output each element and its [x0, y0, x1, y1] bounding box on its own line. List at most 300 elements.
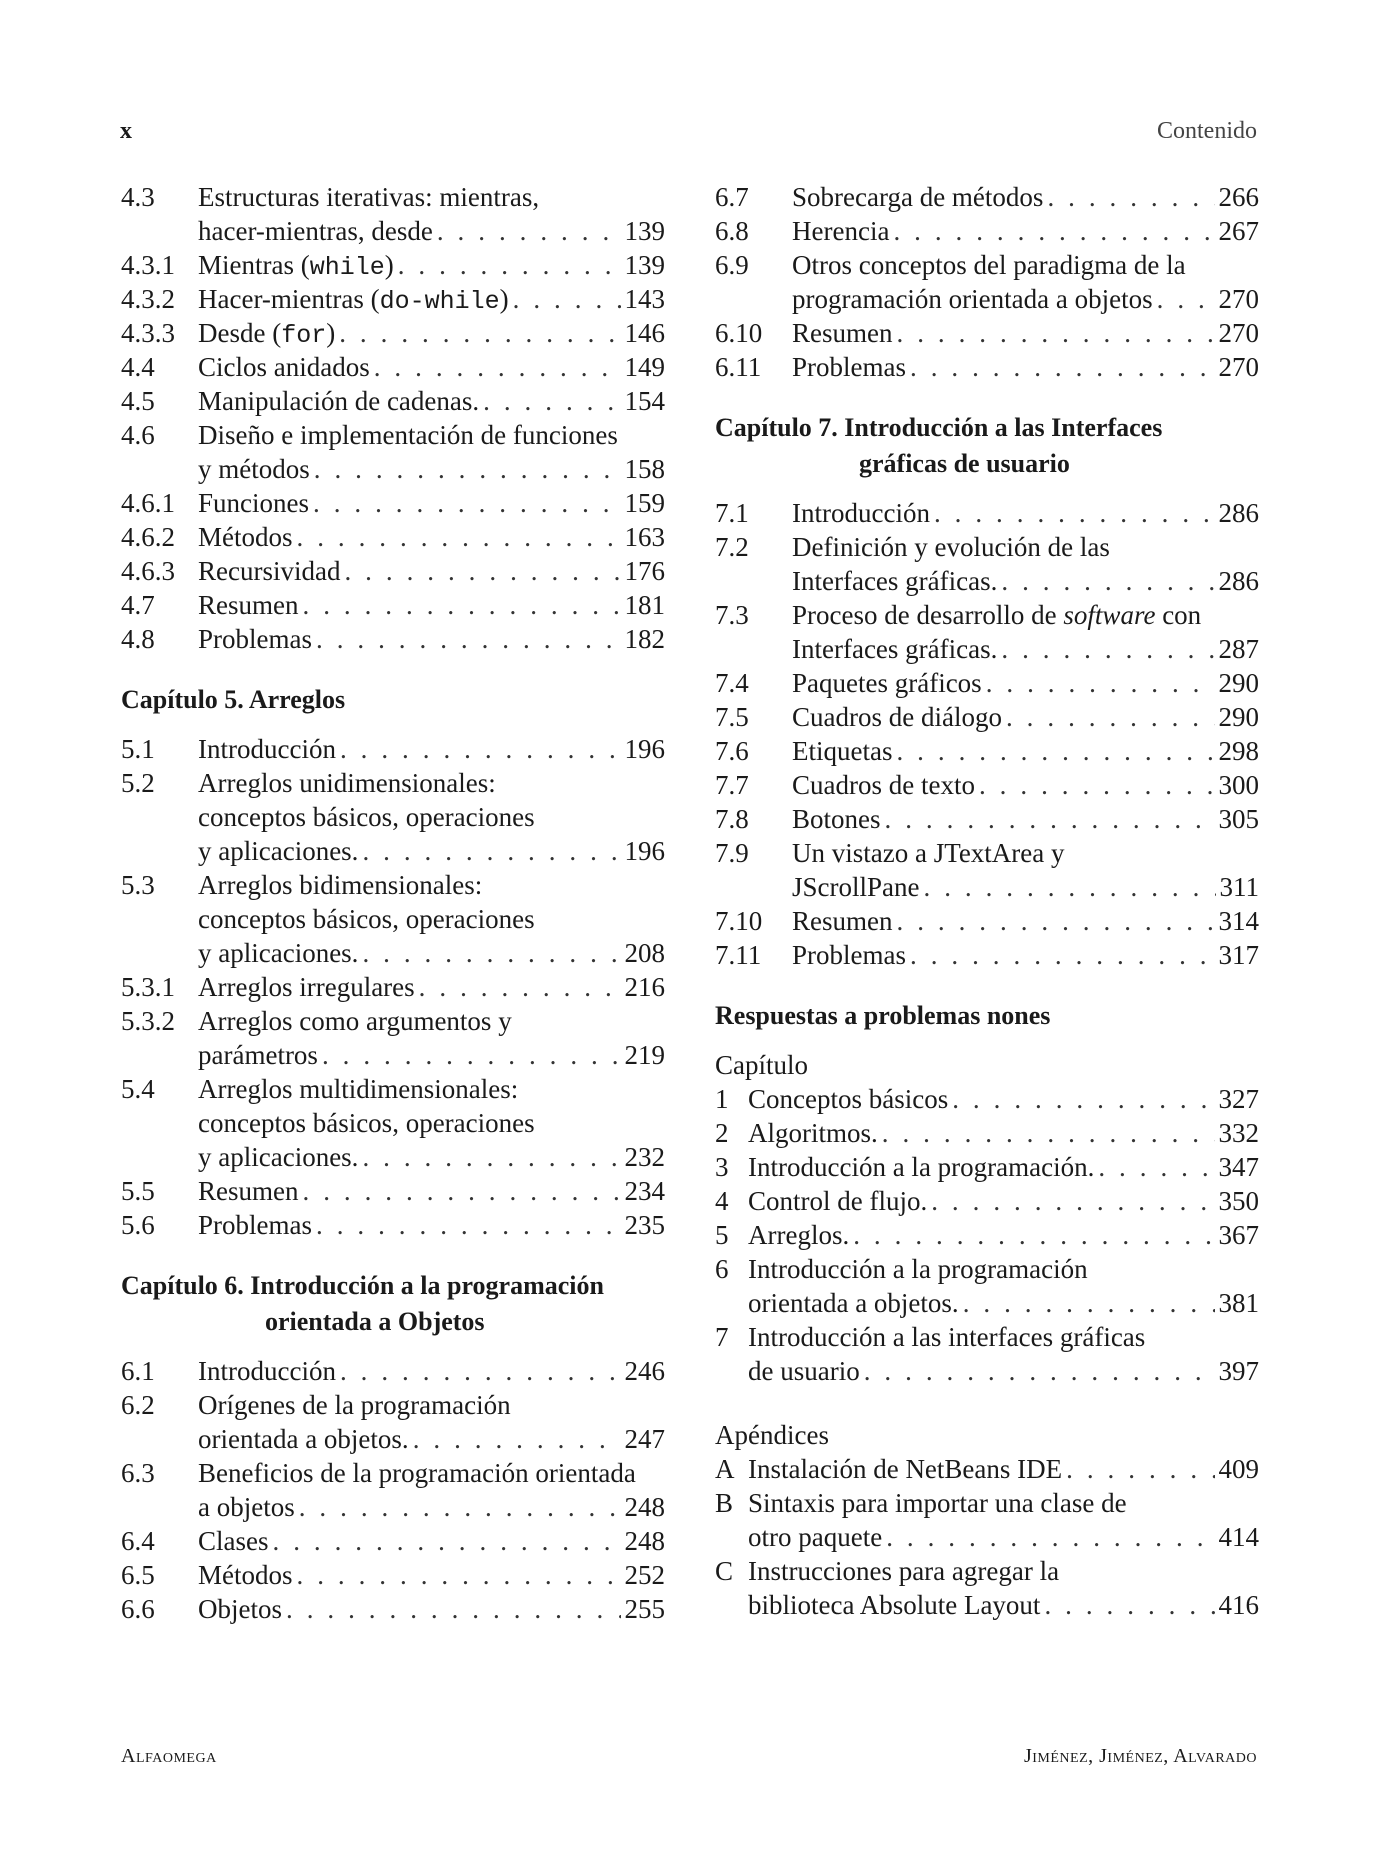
title-italic: software	[1063, 600, 1156, 630]
title-text: Cuadros de diálogo	[792, 702, 1002, 732]
toc-entry-number: 4.3	[121, 182, 155, 212]
toc-entry-title	[792, 870, 1220, 904]
toc-page-number: 347	[1218, 1152, 1259, 1182]
title-text: Problemas	[792, 352, 906, 382]
toc-entry-line	[121, 1106, 665, 1140]
toc-entry-number: 6.2	[121, 1390, 155, 1420]
toc-entry[interactable]	[715, 1588, 1259, 1622]
toc-entry-title	[792, 700, 1219, 734]
toc-entry-title	[792, 496, 1219, 530]
toc-entry[interactable]	[715, 1082, 1259, 1116]
toc-entry-line	[715, 1320, 1259, 1354]
toc-page-number: 255	[624, 1594, 665, 1624]
toc-page-number: 247	[624, 1424, 665, 1454]
toc-entry-title	[748, 1150, 1219, 1184]
title-part: Mientras (	[198, 250, 310, 280]
toc-entry-title	[748, 1116, 1219, 1150]
toc-entry-title	[198, 520, 625, 554]
toc-entry-title	[198, 936, 625, 970]
leader-dots	[931, 1184, 1214, 1218]
toc-entry[interactable]	[121, 1038, 665, 1072]
toc-entry-line	[121, 1388, 665, 1422]
toc-entry[interactable]	[121, 834, 665, 868]
toc-entry[interactable]	[121, 1422, 665, 1456]
leader-dots	[1047, 180, 1214, 214]
title-text: Cuadros de texto	[792, 770, 975, 800]
toc-entry[interactable]	[121, 732, 665, 766]
title-code: while	[309, 253, 385, 282]
toc-entry-number: 5.6	[121, 1210, 155, 1240]
title-text: Introducción	[198, 734, 336, 764]
toc-entry-number: 5.2	[121, 768, 155, 798]
title-text: Funciones	[198, 488, 309, 518]
toc-entry[interactable]	[715, 1520, 1259, 1554]
toc-page-number: 300	[1218, 770, 1259, 800]
leader-dots	[886, 1520, 1214, 1554]
toc-entry[interactable]	[121, 1208, 665, 1242]
toc-page-number: 414	[1218, 1522, 1259, 1552]
toc-entry-number: 6.4	[121, 1526, 155, 1556]
toc-entry[interactable]	[121, 214, 665, 248]
toc-entry[interactable]	[121, 588, 665, 622]
toc-entry-title	[198, 1004, 665, 1038]
toc-entry[interactable]	[715, 282, 1259, 316]
toc-entry[interactable]	[715, 870, 1259, 904]
toc-entry-number: 4.4	[121, 352, 155, 382]
title-text: Ciclos anidados	[198, 352, 370, 382]
title-text: Clases	[198, 1526, 269, 1556]
title-text: Interfaces gráficas.	[792, 634, 998, 664]
toc-entry-number: 6.9	[715, 250, 749, 280]
toc-entry-number: 4.5	[121, 386, 155, 416]
toc-entry[interactable]	[121, 622, 665, 656]
title-text: Control de flujo.	[748, 1186, 928, 1216]
leader-dots	[322, 1038, 621, 1072]
toc-entry-title	[792, 316, 1219, 350]
toc-entry-number: 4.3.2	[121, 284, 175, 314]
leader-dots	[362, 1140, 620, 1174]
toc-entry[interactable]	[121, 1490, 665, 1524]
toc-entry-title	[198, 452, 625, 486]
toc-page-number: 397	[1218, 1356, 1259, 1386]
leader-dots	[362, 936, 620, 970]
leader-dots	[437, 214, 621, 248]
footer-publisher: Alfaomega	[121, 1745, 217, 1767]
toc-page-number: 287	[1218, 634, 1259, 664]
toc-entry-title	[198, 180, 665, 214]
toc-entry-line	[715, 530, 1259, 564]
toc-entry[interactable]	[121, 970, 665, 1004]
title-text: Sintaxis para importar una clase de	[748, 1488, 1127, 1518]
toc-page-number: 234	[624, 1176, 665, 1206]
toc-page-number: 216	[624, 972, 665, 1002]
footer-authors: Jiménez, Jiménez, Alvarado	[1023, 1745, 1257, 1767]
toc-entry-number: 6.11	[715, 352, 762, 382]
toc-entry-number: 7.9	[715, 838, 749, 868]
toc-entry-number: 5.3.2	[121, 1006, 175, 1036]
leader-dots	[297, 520, 621, 554]
toc-entry[interactable]	[715, 316, 1259, 350]
toc-entry-title	[198, 588, 625, 622]
toc-entry-line	[121, 418, 665, 452]
toc-entry[interactable]	[715, 214, 1259, 248]
leader-dots	[413, 1422, 621, 1456]
toc-entry-number: 4.3.1	[121, 250, 175, 280]
toc-page-number: 235	[624, 1210, 665, 1240]
title-text: Arreglos bidimensionales:	[198, 870, 483, 900]
toc-entry[interactable]	[121, 486, 665, 520]
toc-entry-number: 5.3.1	[121, 972, 175, 1002]
toc-entry-line	[715, 248, 1259, 282]
toc-entry-number: 7.4	[715, 668, 749, 698]
title-text: Conceptos básicos	[748, 1084, 949, 1114]
title-text: Instalación de NetBeans IDE	[748, 1454, 1063, 1484]
title-text: hacer-mientras, desde	[198, 216, 433, 246]
toc-entry-title	[198, 1140, 625, 1174]
toc-entry-title	[198, 902, 665, 936]
toc-entry-title	[198, 418, 665, 452]
title-text: Etiquetas	[792, 736, 893, 766]
leader-dots	[316, 1208, 621, 1242]
toc-entry[interactable]	[715, 1452, 1259, 1486]
title-part: )	[326, 318, 336, 348]
toc-entry-number: 6.7	[715, 182, 749, 212]
leader-dots	[340, 732, 621, 766]
leader-dots	[419, 970, 621, 1004]
toc-entry-title	[792, 836, 1259, 870]
leader-dots	[299, 1490, 621, 1524]
toc-entry-number: 7.5	[715, 702, 749, 732]
toc-entry-title	[792, 248, 1259, 282]
toc-entry-title	[198, 316, 625, 353]
toc-entry-number: 4.6.2	[121, 522, 175, 552]
toc-entry-line	[715, 836, 1259, 870]
leader-dots	[885, 802, 1215, 836]
toc-entry[interactable]	[121, 1354, 665, 1388]
toc-entry-number: 7.1	[715, 498, 749, 528]
toc-list-ch7	[715, 496, 1259, 972]
toc-entry[interactable]	[715, 564, 1259, 598]
toc-entry[interactable]	[121, 384, 665, 418]
chapter-5-heading[interactable]: Capítulo 5. Arreglos	[121, 685, 346, 714]
toc-entry-line	[715, 1252, 1259, 1286]
toc-page-number: 286	[1218, 498, 1259, 528]
title-text: y aplicaciones.	[198, 938, 359, 968]
toc-entry[interactable]	[715, 496, 1259, 530]
title-text: Problemas	[198, 1210, 312, 1240]
toc-entry-title	[792, 734, 1219, 768]
leader-dots	[896, 734, 1214, 768]
title-part: Proceso de desarrollo de	[792, 600, 1064, 630]
leader-dots	[897, 316, 1215, 350]
toc-entry[interactable]	[715, 802, 1259, 836]
toc-entry-title	[792, 530, 1259, 564]
chapter-6-title-line2: orientada a Objetos	[265, 1307, 485, 1336]
toc-page-number: 181	[624, 590, 665, 620]
toc-list-ch6-cont	[715, 180, 1259, 384]
title-text: Resumen	[198, 1176, 299, 1206]
toc-entry[interactable]	[715, 768, 1259, 802]
toc-entry-number: 7.10	[715, 906, 763, 936]
toc-entry[interactable]	[715, 1286, 1259, 1320]
toc-entry-number: 7.7	[715, 770, 749, 800]
toc-entry[interactable]	[121, 1140, 665, 1174]
toc-entry[interactable]	[121, 520, 665, 554]
title-text: Paquetes gráficos	[792, 668, 982, 698]
title-text: Algoritmos.	[748, 1118, 878, 1148]
title-text: Resumen	[792, 318, 893, 348]
title-text: Interfaces gráficas.	[792, 566, 998, 596]
toc-entry[interactable]	[715, 1218, 1259, 1252]
toc-page-number: 158	[624, 454, 665, 484]
toc-page-number: 311	[1219, 872, 1259, 902]
toc-entry-title	[198, 834, 625, 868]
toc-entry[interactable]	[121, 936, 665, 970]
toc-entry[interactable]	[121, 554, 665, 588]
toc-entry-title	[198, 248, 625, 285]
toc-entry[interactable]	[121, 350, 665, 384]
toc-entry[interactable]	[121, 248, 665, 282]
toc-page-number: 232	[624, 1142, 665, 1172]
title-text: Instrucciones para agregar la	[748, 1556, 1060, 1586]
leader-dots	[303, 1174, 621, 1208]
title-text: Herencia	[792, 216, 890, 246]
title-text: Sobrecarga de métodos	[792, 182, 1044, 212]
title-text: otro paquete	[748, 1522, 883, 1552]
toc-entry-number: 6.1	[121, 1356, 155, 1386]
toc-entry[interactable]	[715, 1116, 1259, 1150]
title-text: y métodos	[198, 454, 310, 484]
leader-dots	[297, 1558, 621, 1592]
title-text: conceptos básicos, operaciones	[198, 802, 535, 832]
title-text: Problemas	[792, 940, 906, 970]
toc-entry[interactable]	[715, 700, 1259, 734]
chapter-7-title-line1: Capítulo 7. Introducción a las Interfaces	[715, 413, 1163, 442]
toc-entry[interactable]	[121, 1524, 665, 1558]
toc-entry-number: 3	[715, 1152, 729, 1182]
chapter-7-heading[interactable]	[715, 410, 1259, 482]
toc-entry-title	[748, 1486, 1259, 1520]
toc-entry-number: 5.5	[121, 1176, 155, 1206]
leader-dots	[893, 214, 1214, 248]
title-text: Recursividad	[198, 556, 341, 586]
toc-entry-title	[198, 1456, 665, 1490]
leader-dots	[1044, 1588, 1214, 1622]
leader-dots	[864, 1354, 1215, 1388]
toc-entry-title	[198, 1174, 625, 1208]
toc-entry[interactable]	[121, 282, 665, 316]
toc-entry[interactable]	[715, 904, 1259, 938]
toc-page-number: 350	[1218, 1186, 1259, 1216]
title-text: parámetros	[198, 1040, 318, 1070]
title-part: )	[499, 284, 509, 314]
toc-entry-title	[748, 1520, 1219, 1554]
toc-entry-line	[121, 902, 665, 936]
running-header: Contenido	[1157, 118, 1257, 144]
title-text: Métodos	[198, 522, 293, 552]
title-text: Introducción a las interfaces gráficas	[748, 1322, 1146, 1352]
toc-entry-title	[792, 180, 1219, 214]
toc-page-number: 270	[1218, 352, 1259, 382]
title-text: Diseño e implementación de funciones	[198, 420, 618, 450]
toc-list-ch6	[121, 1354, 665, 1626]
toc-entry-title	[748, 1184, 1219, 1218]
toc-entry-title	[792, 214, 1219, 248]
toc-entry[interactable]	[121, 1592, 665, 1626]
title-text: de usuario	[748, 1356, 860, 1386]
title-code: do-while	[379, 287, 500, 316]
toc-list-ch5	[121, 732, 665, 1242]
toc-entry[interactable]	[715, 734, 1259, 768]
title-text: Orígenes de la programación	[198, 1390, 511, 1420]
toc-page-number: 248	[624, 1492, 665, 1522]
chapter-6-heading[interactable]	[121, 1268, 665, 1340]
title-text: Botones	[792, 804, 881, 834]
leader-dots	[1157, 282, 1215, 316]
toc-entry-title	[792, 282, 1219, 316]
title-text: Objetos	[198, 1594, 282, 1624]
toc-entry-number: 4.3.3	[121, 318, 175, 348]
toc-page-number: 298	[1218, 736, 1259, 766]
toc-entry-line	[715, 1554, 1259, 1588]
toc-entry[interactable]	[715, 632, 1259, 666]
toc-entry-line	[121, 1004, 665, 1038]
toc-entry-title	[792, 598, 1259, 632]
toc-entry-number: 1	[715, 1084, 729, 1114]
toc-page-number: 317	[1218, 940, 1259, 970]
toc-page-number: 143	[624, 284, 665, 314]
toc-entry[interactable]	[715, 1354, 1259, 1388]
toc-entry-title	[198, 766, 665, 800]
toc-entry[interactable]	[121, 316, 665, 350]
title-part: )	[384, 250, 394, 280]
title-text: Arreglos.	[748, 1220, 850, 1250]
toc-entry-title	[198, 486, 625, 520]
toc-page-number: 139	[624, 250, 665, 280]
toc-entry-number: B	[715, 1488, 734, 1518]
leader-dots	[1066, 1452, 1214, 1486]
toc-page-number: 286	[1218, 566, 1259, 596]
toc-entry-title	[198, 970, 625, 1004]
toc-entry[interactable]	[121, 1174, 665, 1208]
toc-page-number: 208	[624, 938, 665, 968]
toc-page-number: 270	[1218, 284, 1259, 314]
toc-page-number: 314	[1218, 906, 1259, 936]
toc-entry[interactable]	[715, 1150, 1259, 1184]
toc-entry-number: 5.3	[121, 870, 155, 900]
toc-entry-number: 7.11	[715, 940, 762, 970]
toc-entry[interactable]	[121, 452, 665, 486]
title-text: Métodos	[198, 1560, 293, 1590]
toc-page-number: 159	[624, 488, 665, 518]
toc-entry-title	[198, 1490, 625, 1524]
toc-entry-number: 7	[715, 1322, 729, 1352]
toc-entry-title	[198, 732, 625, 766]
toc-left-column	[121, 180, 665, 1626]
title-text: Estructuras iterativas: mientras,	[198, 182, 540, 212]
title-text: Arreglos irregulares	[198, 972, 415, 1002]
title-text: orientada a objetos.	[198, 1424, 409, 1454]
toc-entry-title	[198, 554, 625, 588]
title-text: orientada a objetos.	[748, 1288, 959, 1318]
toc-entry-line	[715, 598, 1259, 632]
toc-entry[interactable]	[715, 1184, 1259, 1218]
toc-entry-number: 5.1	[121, 734, 155, 764]
title-text: Introducción	[792, 498, 930, 528]
toc-entry-number: C	[715, 1556, 734, 1586]
toc-entry-line	[121, 180, 665, 214]
toc-entry[interactable]	[715, 180, 1259, 214]
toc-entry-number: 7.6	[715, 736, 749, 766]
toc-entry-title	[198, 1558, 625, 1592]
toc-entry-number: A	[715, 1454, 735, 1484]
leader-dots	[313, 486, 621, 520]
toc-entry-title	[198, 1208, 625, 1242]
toc-page-number: 219	[624, 1040, 665, 1070]
toc-entry-number: 4.6	[121, 420, 155, 450]
leader-dots	[910, 938, 1215, 972]
toc-entry-title	[198, 1592, 625, 1626]
answers-heading[interactable]: Respuestas a problemas nones	[715, 1001, 1051, 1030]
toc-entry-title	[198, 1072, 665, 1106]
toc-entry-number: 4.6.1	[121, 488, 175, 518]
leader-dots	[934, 496, 1215, 530]
title-text: Definición y evolución de las	[792, 532, 1110, 562]
toc-entry-title	[792, 768, 1219, 802]
toc-entry-title	[198, 1038, 625, 1072]
toc-entry-title	[792, 802, 1219, 836]
toc-page-number: 270	[1218, 318, 1259, 348]
toc-entry-title	[748, 1554, 1259, 1588]
leader-dots	[963, 1286, 1215, 1320]
toc-entry[interactable]	[715, 938, 1259, 972]
toc-entry-title	[198, 350, 625, 384]
leader-dots	[910, 350, 1215, 384]
title-text: Arreglos como argumentos y	[198, 1006, 512, 1036]
toc-entry-title	[792, 904, 1219, 938]
toc-entry-title	[792, 938, 1219, 972]
toc-entry-number: 7.2	[715, 532, 749, 562]
leader-dots	[924, 870, 1216, 904]
title-text: Introducción	[198, 1356, 336, 1386]
leader-dots	[1001, 564, 1214, 598]
leader-dots	[286, 1592, 621, 1626]
leader-dots	[897, 904, 1215, 938]
leader-dots	[1098, 1150, 1214, 1184]
toc-entry[interactable]	[121, 1558, 665, 1592]
toc-entry-number: 6.8	[715, 216, 749, 246]
leader-dots	[340, 1354, 621, 1388]
title-part: con	[1155, 600, 1202, 630]
title-text: biblioteca Absolute Layout	[748, 1590, 1041, 1620]
toc-entry-title	[748, 1218, 1219, 1252]
toc-entry-number: 5	[715, 1220, 729, 1250]
leader-dots	[882, 1116, 1215, 1150]
toc-entry-title	[198, 868, 665, 902]
toc-entry-title	[198, 1354, 625, 1388]
title-text: conceptos básicos, operaciones	[198, 904, 535, 934]
toc-entry[interactable]	[715, 350, 1259, 384]
toc-entry-title	[198, 282, 625, 319]
toc-page-number: 409	[1218, 1454, 1259, 1484]
toc-entry-line	[121, 800, 665, 834]
chapter-6-title-line1: Capítulo 6. Introducción a la programación	[121, 1271, 604, 1300]
toc-entry-title	[792, 564, 1219, 598]
leader-dots	[362, 834, 620, 868]
toc-page-number: 196	[624, 734, 665, 764]
toc-page-number: 290	[1218, 702, 1259, 732]
toc-entry[interactable]	[715, 666, 1259, 700]
